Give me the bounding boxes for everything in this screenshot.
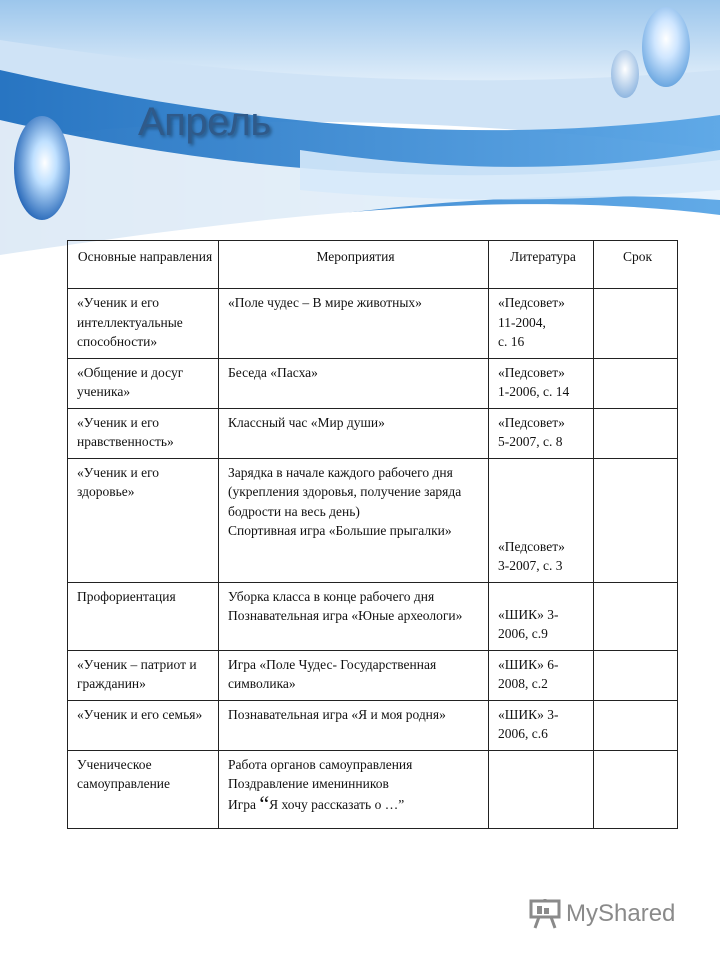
direction-cell: Ученическое самоуправление: [68, 750, 219, 828]
table-row: [68, 650, 678, 700]
literature-cell: «ШИК» 3-2006, с.6: [489, 700, 594, 750]
term-cell: [594, 650, 678, 700]
direction-cell: «Общение и досуг ученика»: [68, 358, 219, 408]
literature-cell: «Педсовет» 1-2006, с. 14: [489, 358, 594, 408]
term-cell: [594, 358, 678, 408]
term-cell: [594, 458, 678, 582]
events-cell: Уборка класса в конце рабочего дня Познавательная игра «Юные археологи»: [219, 582, 489, 650]
term-cell: [594, 750, 678, 828]
table-row: [68, 700, 678, 750]
direction-cell: «Ученик и его семья»: [68, 700, 219, 750]
direction-cell: Профориентация: [68, 582, 219, 650]
literature-cell: «Педсовет» 5-2007, с. 8: [489, 408, 594, 458]
page-title: Апрель: [138, 100, 271, 144]
header-banner: [0, 0, 720, 270]
events-cell: Зарядка в начале каждого рабочего дня (укрепления здоровья, получение заряда бодрости на весь день) Спортивная игра «Большие прыгалки»: [219, 458, 489, 582]
literature-cell: «ШИК» 3-2006, с.9: [489, 582, 594, 650]
header-events: Мероприятия: [219, 241, 489, 289]
table-row: [68, 289, 678, 359]
direction-cell: «Ученик и его интеллектуальные способности»: [68, 289, 219, 359]
direction-cell: «Ученик и его нравственность»: [68, 408, 219, 458]
literature-cell: «ШИК» 6-2008, с.2: [489, 650, 594, 700]
myshared-logo: [528, 898, 675, 930]
events-cell: «Поле чудес – В мире животных»: [219, 289, 489, 359]
literature-cell: [489, 750, 594, 828]
term-cell: [594, 582, 678, 650]
table-row: [68, 582, 678, 650]
events-cell: Беседа «Пасха»: [219, 358, 489, 408]
table-row: [68, 358, 678, 408]
literature-cell: «Педсовет» 11-2004, с. 16: [489, 289, 594, 359]
events-cell: Классный час «Мир души»: [219, 408, 489, 458]
direction-cell: «Ученик – патриот и гражданин»: [68, 650, 219, 700]
header-directions: Основные направления: [68, 241, 219, 289]
plan-table: [67, 240, 678, 829]
header-term: Срок: [594, 241, 678, 289]
literature-cell: «Педсовет» 3-2007, с. 3: [489, 458, 594, 582]
logo-text: MyShared: [566, 900, 676, 927]
events-cell: Игра «Поле Чудес- Государственная символика»: [219, 650, 489, 700]
table-row: [68, 750, 678, 828]
events-cell: Познавательная игра «Я и моя родня»: [219, 700, 489, 750]
header-literature: Литература: [489, 241, 594, 289]
events-cell: Работа органов самоуправления Поздравление именинников Игра “Я хочу рассказать о …”: [219, 750, 489, 828]
term-cell: [594, 408, 678, 458]
term-cell: [594, 700, 678, 750]
table-row: [68, 408, 678, 458]
direction-cell: «Ученик и его здоровье»: [68, 458, 219, 582]
term-cell: [594, 289, 678, 359]
presentation-board-icon: [528, 898, 562, 930]
last-event-line: Игра “Я хочу рассказать о …”: [228, 790, 405, 816]
table-header-row: [68, 241, 678, 289]
table-row: [68, 458, 678, 582]
